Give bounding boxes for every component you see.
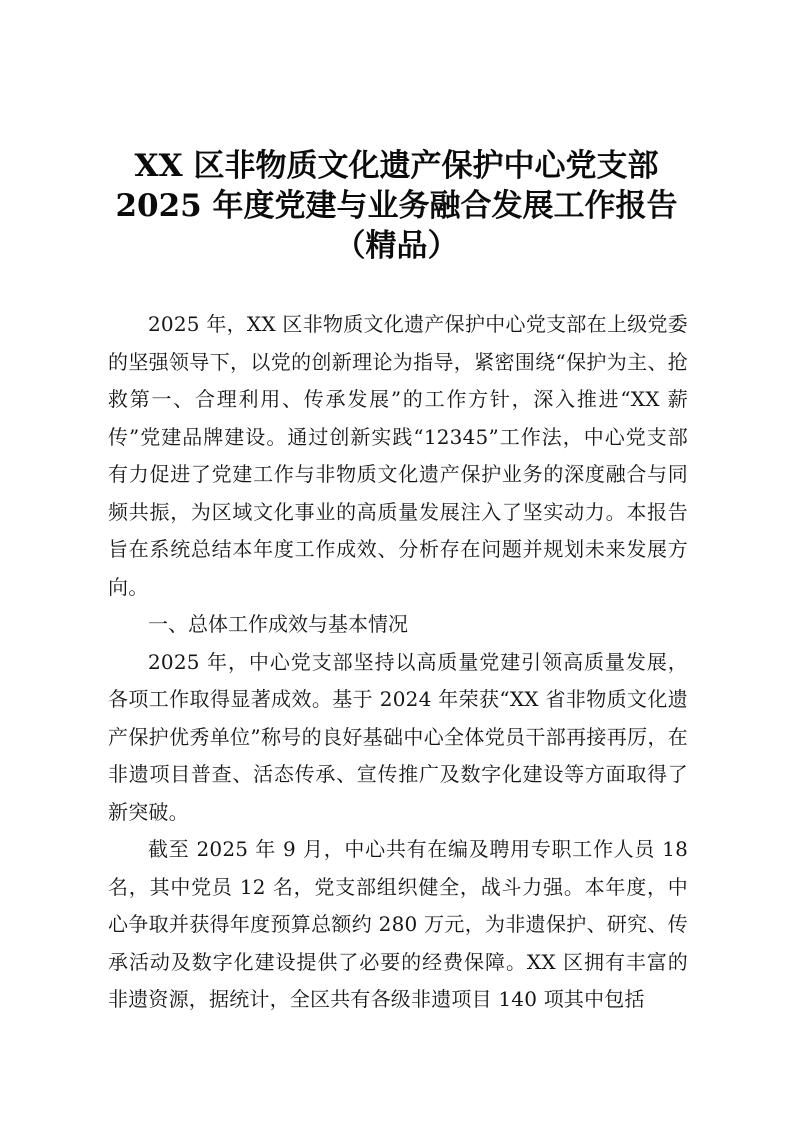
document-body bbox=[108, 306, 688, 1019]
section-heading-1: 一、总体工作成效与基本情况 bbox=[148, 612, 408, 636]
title-line-1: XX 区非物质文化遗产保护中心党支部 bbox=[134, 148, 659, 184]
title-line-2: 2025 年度党建与业务融合发展工作报告 bbox=[115, 188, 678, 224]
document-title bbox=[0, 146, 793, 266]
intro-paragraph: 2025 年，XX 区非物质文化遗产保护中心党支部在上级党委的坚强领导下，以党的创新理论为指导，紧密围绕“保护为主、抢救第一、合理利用、传承发展”的工作方针，深入推进“XX 薪传”党建品牌建设。通过创新实践“12345”工作法，中心党支部有力促进了党建工作与非物质文化遗产保护业务的深度融合与同频共振，为区域文化事业的高质量发展注入了坚实动力。本报告旨在系统总结本年度工作成效、分析存在问题并规划未来发展方向。 bbox=[108, 312, 688, 599]
section-1-paragraph-2: 截至 2025 年 9 月，中心共有在编及聘用专职工作人员 18 名，其中党员 12 名，党支部组织健全，战斗力强。本年度，中心争取并获得年度预算总额约 280 万元，为非遗保护、研究、传承活动及数字化建设提供了必要的经费保障。XX 区拥有丰富的非遗资源，据统计，全区共有各级非遗项目 140 项其中包括 bbox=[108, 837, 688, 1011]
title-line-3: （精品） bbox=[334, 228, 459, 264]
section-1-paragraph-1: 2025 年，中心党支部坚持以高质量党建引领高质量发展，各项工作取得显著成效。基于 2024 年荣获“XX 省非物质文化遗产保护优秀单位”称号的良好基础中心全体党员干部再接再厉，在非遗项目普查、活态传承、宣传推广及数字化建设等方面取得了新突破。 bbox=[108, 649, 688, 824]
